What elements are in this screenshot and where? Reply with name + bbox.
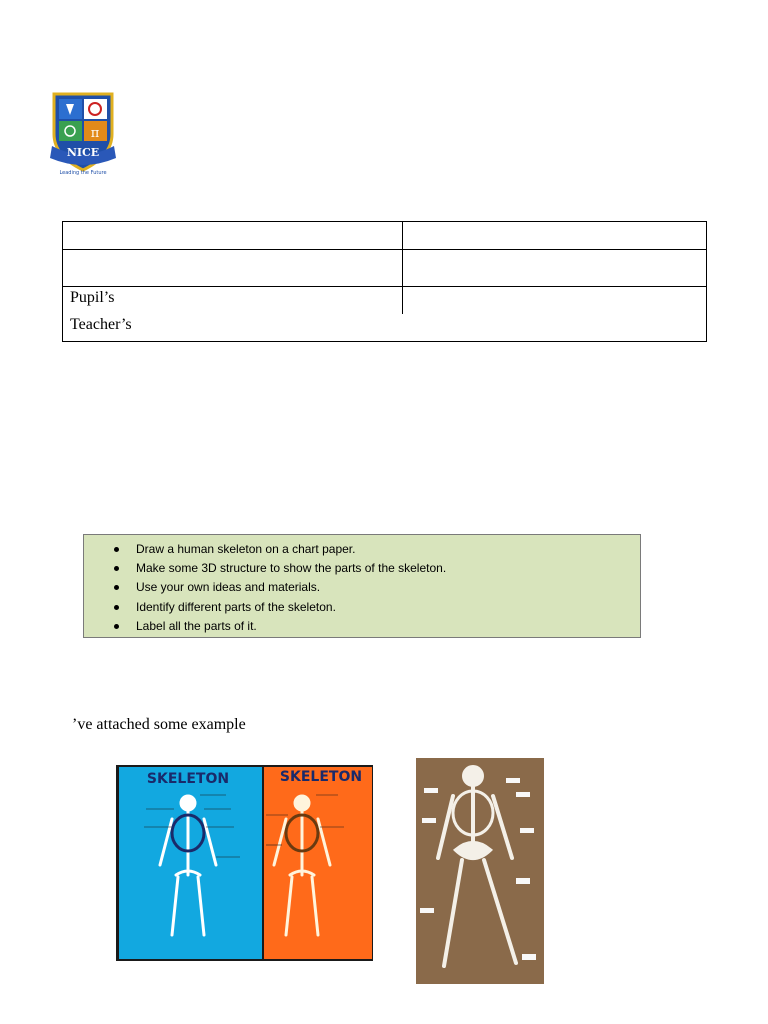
table-row [63, 222, 707, 250]
student-info-table [62, 221, 707, 342]
pupil-signature-label: Pupil’s [70, 289, 115, 306]
crest-monogram: NICE [66, 146, 100, 159]
table-row [63, 287, 707, 342]
school-crest-logo [50, 90, 116, 176]
teacher-signature-label: Teacher’s [70, 316, 132, 333]
list-item: Use your own ideas and materials. [114, 578, 446, 597]
lifesize-skeleton-photo [416, 758, 544, 984]
poster-title-left: SKELETON [146, 771, 230, 787]
skeleton-poster-photo [116, 765, 373, 961]
list-item: Label all the parts of it. [114, 617, 446, 636]
table-cell [63, 250, 403, 287]
table-cell [403, 250, 707, 287]
poster-title-right: SKELETON [279, 769, 363, 785]
list-item: Draw a human skeleton on a chart paper. [114, 540, 446, 559]
task-instructions-box [83, 534, 641, 638]
svg-text:π: π [90, 126, 100, 141]
signature-cell [63, 287, 403, 342]
example-caption: ’ve attached some example [72, 716, 246, 733]
crest-motto: Leading the Future [59, 170, 107, 176]
table-cell [403, 287, 707, 342]
table-cell [63, 222, 403, 250]
list-item: Identify different parts of the skeleton. [114, 598, 446, 617]
task-list [114, 540, 446, 636]
table-row [63, 250, 707, 287]
table-cell [403, 222, 707, 250]
list-item: Make some 3D structure to show the parts of the skeleton. [114, 559, 446, 578]
